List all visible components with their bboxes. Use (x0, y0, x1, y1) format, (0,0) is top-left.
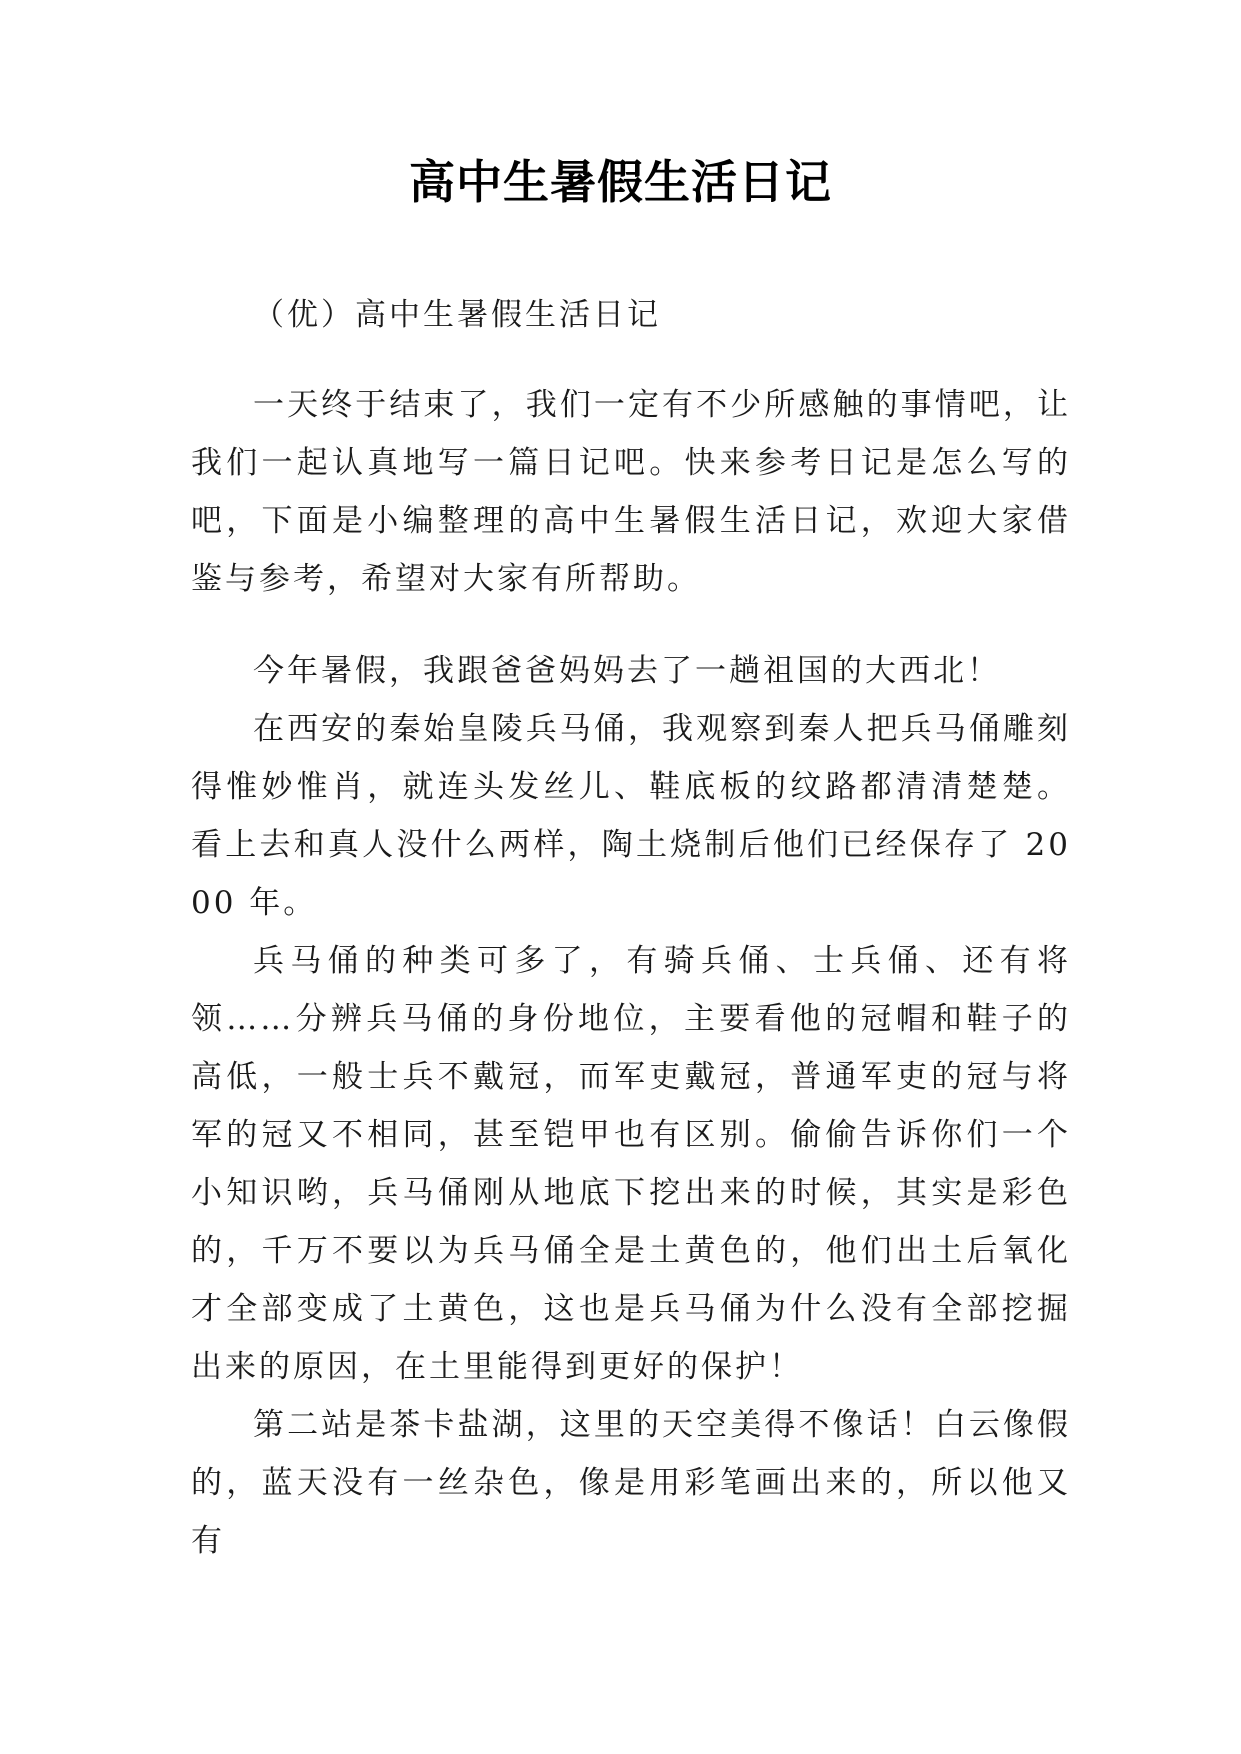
intro-paragraph: 一天终于结束了，我们一定有不少所感触的事情吧，让我们一起认真地写一篇日记吧。快来参考日记是怎么写的吧，下面是小编整理的高中生暑假生活日记，欢迎大家借鉴与参考，希望对大家有所帮助。 (191, 387, 1071, 597)
paragraph-warrior-types: 兵马俑的种类可多了，有骑兵俑、士兵俑、还有将领……分辨兵马俑的身份地位，主要看他的冠帽和鞋子的高低，一般士兵不戴冠，而军吏戴冠，普通军吏的冠与将军的冠又不相同，甚至铠甲也有区别。偷偷告诉你们一个小知识哟，兵马俑刚从地底下挖出来的时候，其实是彩色的，千万不要以为兵马俑全是土黄色的，他们出土后氧化才全部变成了土黄色，这也是兵马俑为什么没有全部挖掘出来的原因，在土里能得到更好的保护！ (191, 943, 1071, 1385)
paragraph-chaka-salt-lake: 第二站是茶卡盐湖，这里的天空美得不像话！白云像假的，蓝天没有一丝杂色，像是用彩笔画出来的，所以他又有 (191, 1407, 1071, 1559)
paragraph-trip: 今年暑假，我跟爸爸妈妈去了一趟祖国的大西北！ (253, 653, 1001, 689)
document-subtitle: （优）高中生暑假生活日记 (253, 297, 661, 333)
document-body (191, 286, 1071, 1570)
document-title: 高中生暑假生活日记 (409, 155, 832, 209)
paragraph-terracotta: 在西安的秦始皇陵兵马俑，我观察到秦人把兵马俑雕刻得惟妙惟肖，就连头发丝儿、鞋底板的纹路都清清楚楚。看上去和真人没什么两样，陶土烧制后他们已经保存了 2000 年。 (191, 711, 1071, 921)
